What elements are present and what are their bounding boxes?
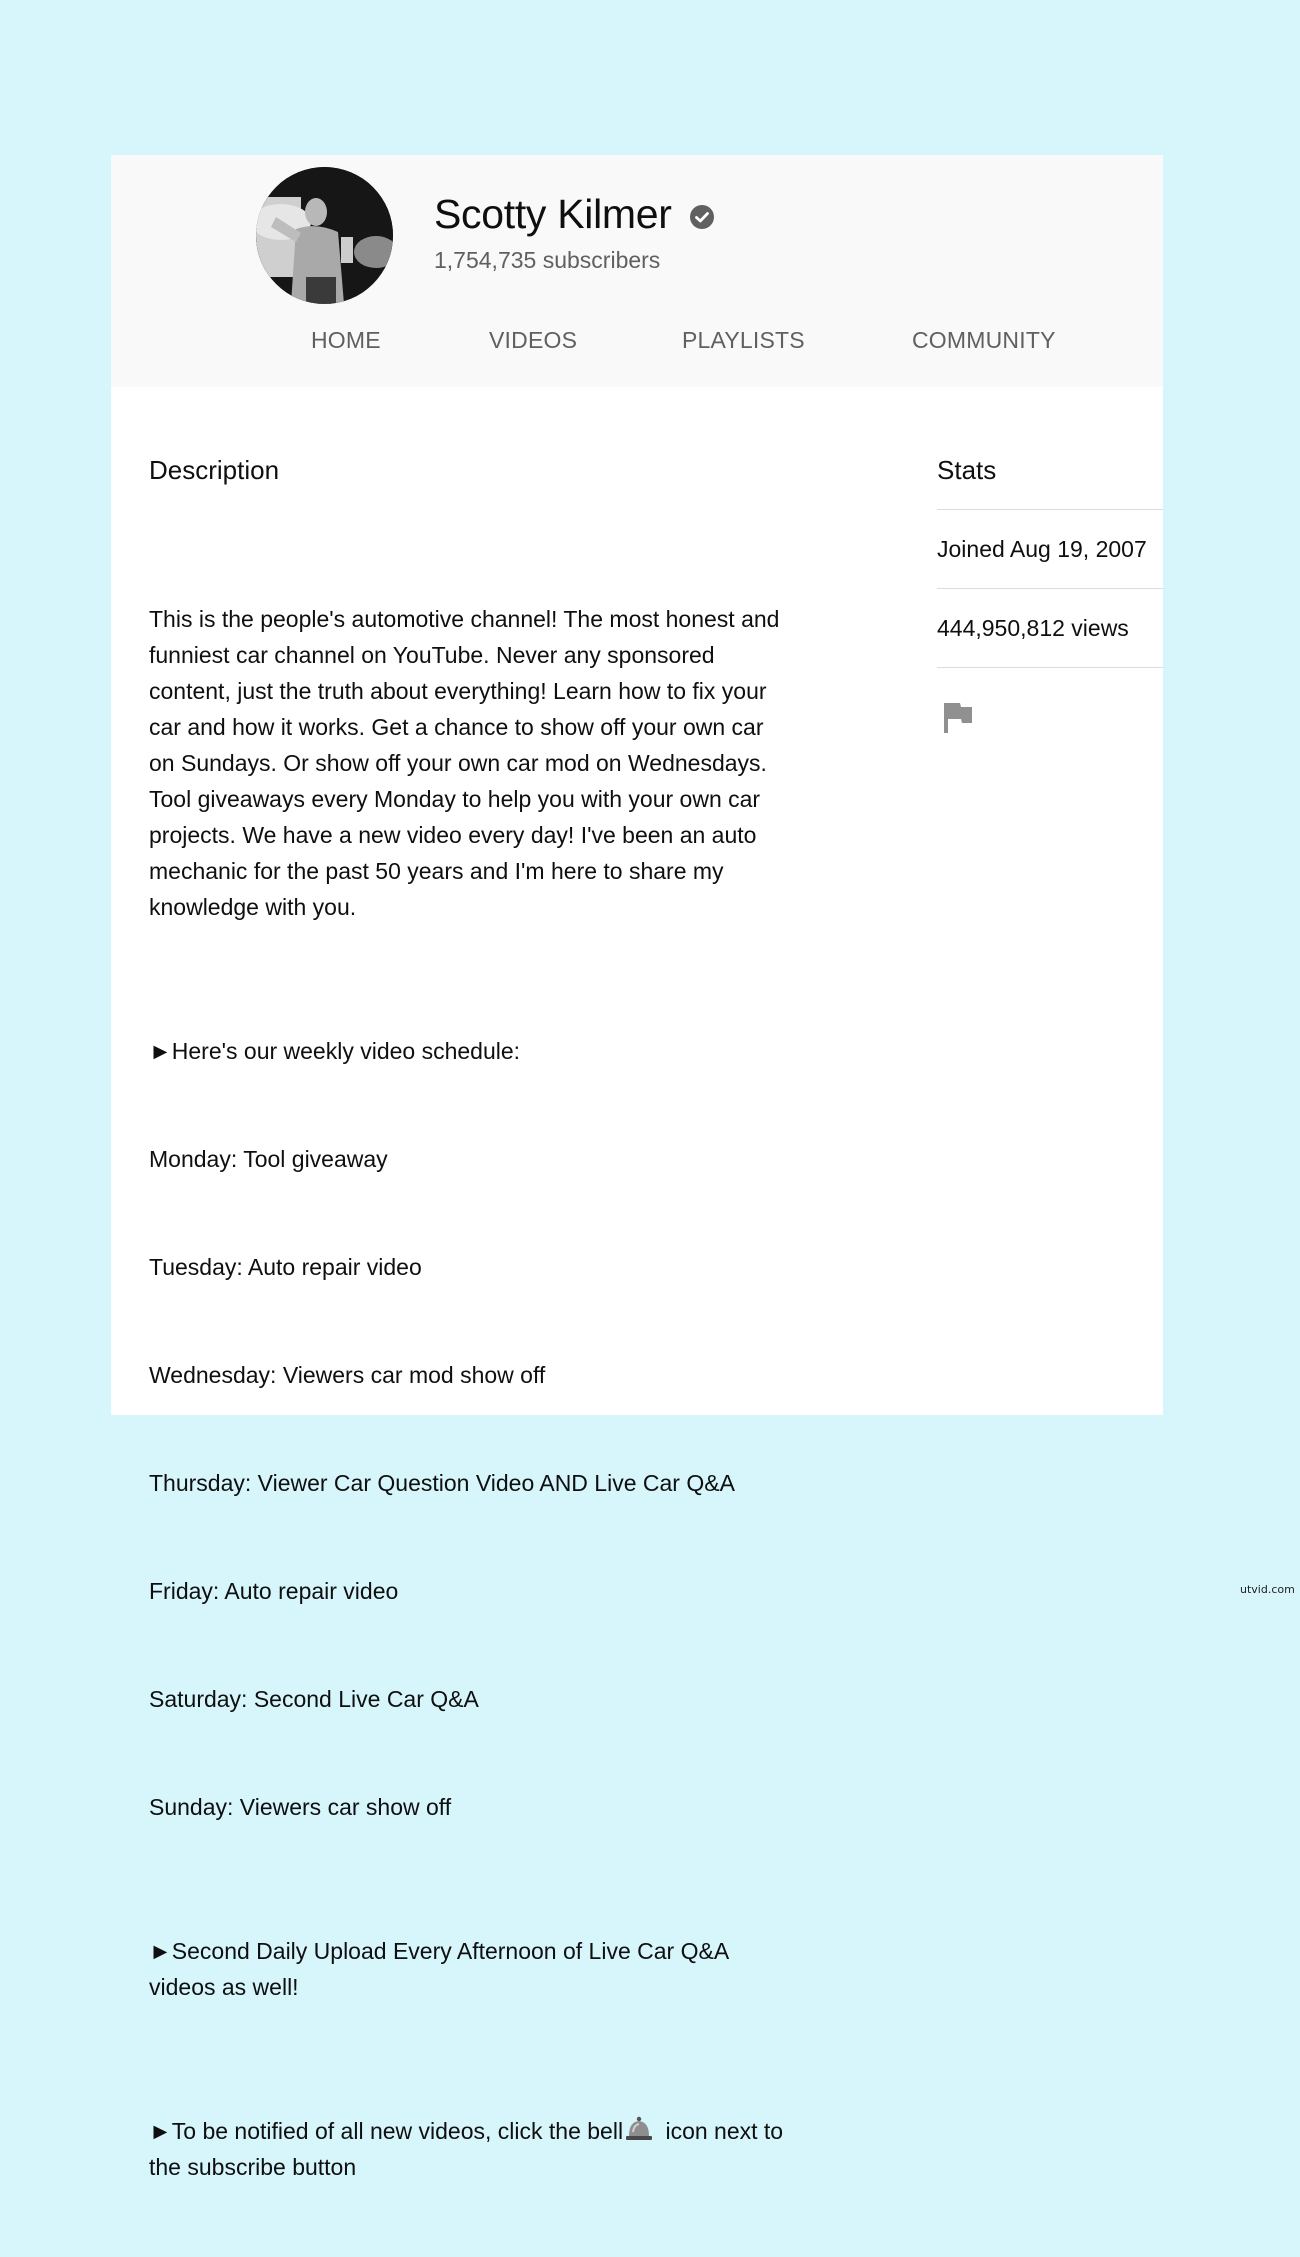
stat-joined: Joined Aug 19, 2007 (937, 509, 1163, 588)
schedule-item: Tuesday: Auto repair video (149, 1254, 422, 1280)
tab-playlists[interactable]: PLAYLISTS (682, 327, 805, 353)
bell-icon (625, 2116, 653, 2142)
schedule-item: Friday: Auto repair video (149, 1578, 399, 1604)
avatar-photo (256, 167, 393, 304)
flag-icon[interactable] (944, 701, 974, 735)
schedule-item: Thursday: Viewer Car Question Video AND Live Car Q&A (149, 1470, 735, 1496)
tab-home[interactable]: HOME (311, 327, 381, 353)
notify-text-before: ►To be notified of all new videos, click the bell (149, 2118, 624, 2144)
second-upload-note: ►Second Daily Upload Every Afternoon of Live Car Q&A videos as well! (149, 1938, 735, 2000)
description-intro: This is the people's automotive channel! The most honest and funniest car channel on YouTube. Never any sponsored content, just the truth about everything! Learn how to fix your car and how it works. Get a chance to show off your own car on Sundays. Or show off your own car mod on Wednesdays. Tool giveaways every Monday to help you with your own car projects. We have a new video every day! I've been an auto mechanic for the past 50 years and I'm here to share my knowledge with you. (149, 606, 786, 920)
tab-videos[interactable]: VIDEOS (489, 327, 578, 353)
stats-list (937, 509, 1163, 669)
avatar[interactable] (256, 167, 393, 304)
stats-title: Stats (937, 455, 997, 485)
description-title: Description (149, 455, 280, 485)
schedule-item: Monday: Tool giveaway (149, 1146, 388, 1172)
channel-name: Scotty Kilmer (434, 191, 672, 237)
notify-note (149, 2113, 789, 2185)
channel-header (111, 155, 1163, 387)
watermark: utvid.com (1240, 1583, 1295, 1596)
schedule-item: Saturday: Second Live Car Q&A (149, 1686, 479, 1712)
subscriber-count: 1,754,735 subscribers (434, 247, 661, 273)
schedule-item: Wednesday: Viewers car mod show off (149, 1362, 546, 1388)
tab-community[interactable]: COMMUNITY (912, 327, 1056, 353)
channel-about-card (111, 155, 1163, 2180)
channel-tabs (111, 327, 1163, 367)
notify-text-after: icon next to the subscribe button (149, 2118, 790, 2180)
stats-divider (937, 667, 1163, 669)
schedule-item: Sunday: Viewers car show off (149, 1794, 452, 1820)
description-body (149, 529, 789, 2257)
stat-views: 444,950,812 views (937, 588, 1163, 667)
channel-name-row (434, 191, 714, 238)
schedule-header: ►Here's our weekly video schedule: (149, 1038, 521, 1064)
verified-check-icon (690, 205, 714, 229)
